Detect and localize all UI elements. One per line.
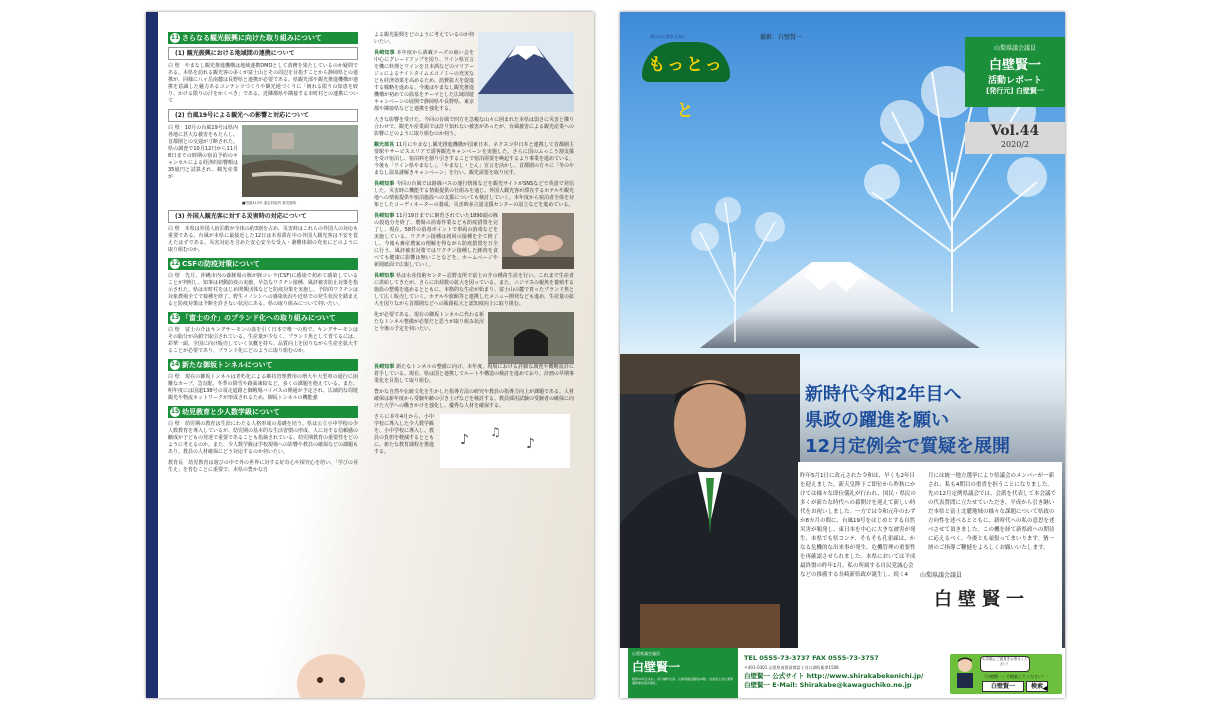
answer-speaker: 長崎知事 bbox=[374, 181, 395, 187]
subsection-heading: (3) 外国人観光客に対する災害時の対応について bbox=[168, 210, 358, 223]
profile-name: 白壁賢一 bbox=[632, 660, 681, 674]
answer-text: 新たなトンネルの整備に向け、本年度、現場における詳細な調査や概略設計に着手している。現在、県は国と連携してルートや構造の検討を進めており、計画の早期事業化を目指して取り組む。 bbox=[374, 364, 575, 384]
left-column bbox=[168, 32, 358, 478]
title-box-publisher: [発行元] 白壁賢一 bbox=[986, 87, 1044, 95]
headline-line-3: 12月定例会で質疑を展開 bbox=[805, 436, 1011, 457]
question-text: 白 壁 先月、沖縄市内の養豚場の豚が豚コレラ(CSF)に感染で初めて感染していることが判明し、知事は初動防疫の実施、早急なワクチン接種、風評被害防止対策を指示された。県は市町村をはじめ関係団体などと防疫対策を実施し、予防的ワクチンは対象農場全てで接種を終了。野生イノシシへの感染状況や近県での発生状況を踏まえると防疫対策は予断を許さない状況にある。県の取り組みについて伺いたい。 bbox=[168, 273, 358, 307]
email-link[interactable]: 白壁賢一 E-Mail: Shirakabe@kawaguchiko.ne.jp bbox=[744, 681, 912, 689]
title-box-role: 山梨県議会議員 bbox=[993, 45, 1036, 52]
section-title: 新たな御坂トンネルについて bbox=[182, 361, 273, 369]
question-text: 白 壁 幼児期の教育は生涯にわたる人格形成の基礎を培う。県は公立小中学校の少人数教育を導入しているが、幼児期の基本的な生活習慣の形成、人に対する信頼感の醸成が子どもの発達で重要であることも指摘されている。幼児期教育の重要性をどのように考えるのか。また、少人数学級は学校現場への影響や教員の確保などの課題もあり、教員の人材確保にどう対応するのか伺いたい。 bbox=[168, 421, 359, 455]
section-title: 「富士の介」のブランド化への取り組みについて bbox=[182, 314, 336, 322]
question-text: 白 壁 やまなし観光推進機構は地域連携DMOとして責務を果たしているのか疑問である。本県を訪れる観光客の多くが富士山とその周辺を目指すことから静岡県との連携が、同様に八ヶ岳南麓は長野県と連携が必要である。県観光部や観光推進機構が連携を意識した魅力あるコンテンツづくりや観光地づくりに「統れる限りの知恵を絞り、かける限りの汗をかくべき」である。近隣都県や隣接する市町村との連携について bbox=[168, 63, 359, 104]
subsection-heading: (2) 台風19号による観光への影響と対応について bbox=[168, 109, 358, 122]
motto-motto-logo: もっとっと bbox=[642, 42, 730, 82]
volume-date: 2020/2 bbox=[1000, 140, 1030, 149]
logo-subtitle: 明日の山梨を元気に bbox=[650, 34, 686, 39]
music-notes-illustration bbox=[440, 414, 570, 468]
section-heading bbox=[168, 406, 358, 418]
avatar-illustration bbox=[954, 656, 976, 688]
search-button[interactable]: 検索 bbox=[1026, 681, 1048, 692]
question-text: 白 壁 現在の御坂トンネルは老朽化による維持管理費用の増大や大型車の通行に困難なカーブ、急勾配、冬季の降雪や路面凍結など、多くの課題を抱えている。また、明年度には国道138号の須走道路と御殿場バイパスの開通が予定され、広域的な周遊観光や物流ネットワークが形成されるため、御坂トンネルの機能強 bbox=[168, 374, 358, 401]
question-text: 白 壁 本県は外国人宿泊数が全体の約3割を占め、災害時はこれらの外国人の対応も重要である。台風が本県に最接近した12日は本県滞在中の外国人観光客は不安を覚えたはずである。災害対応を含めた安心安全な受入・避難体制の充実にどのように取り組むのか。 bbox=[168, 226, 358, 253]
search-input[interactable]: 白壁賢一 bbox=[982, 681, 1024, 692]
right-page bbox=[620, 12, 1065, 698]
profile-box bbox=[628, 648, 738, 698]
pig-farm-photo bbox=[502, 213, 574, 269]
section-number: 15 bbox=[170, 408, 180, 415]
right-column bbox=[374, 32, 574, 468]
section-number: 13 bbox=[170, 314, 180, 321]
answer-text: 今回の台風では路線バスの運行情報などを観光サイトがSNSなどで英語で発信した。災害時に機能する情報提供の仕組みを通じ、外国人観光客が滞在するホテルや観光地への情報提供や宿泊施設への支援についても検討していく。本年度から宿泊者全体を対象としたコーディネーターの養成、災害時多言語支援センターの設立などを進めている。 bbox=[374, 181, 574, 208]
profile-bio: 昭和32年生まれ。河口湖町出身。山梨県議会議員(4期)。自由民主党山梨県連幹事長等を歴任。 bbox=[632, 677, 734, 685]
question-text: 白 壁 富士の介はキングサーモンの血を引く日本で唯一の魚で、キングサーモンはその脂分が高値で取引されている。生産量が少なく、ブランド魚として育てるには、彩華一頭、全国に向け販売していく気概を持ち、品質向上を図りながら生産を拡大することが必要であり、ブランド化にどのように取り組むのか。 bbox=[168, 327, 359, 354]
svg-text:♪: ♪ bbox=[526, 436, 535, 452]
section-title: 幼児教育と少人数学級について bbox=[182, 408, 280, 416]
section-title: CSFの防疫対策について bbox=[182, 260, 260, 268]
answer-text: 本年度から酒蔵ツーズの商い会を中心にグレードアップを図り、ワイン県宣言を機に料理とワインを日本酒などのマリアージュによるナイトタイムエコノミーの充実なども経済効果を高めるため、消費拡大を促進する戦略を進める。今後はやまなし観光推進機構が初めての温泉をテーマとした広域周遊キャンペーンの展開で静岡県や長野県、東京都や隣接県などと連携を強化する。 bbox=[374, 50, 475, 112]
title-box-name: 白壁賢一 bbox=[988, 58, 1041, 73]
volume-number: Vol.44 bbox=[990, 123, 1040, 139]
question-text: 大きな影響を受けた。今回の台風で四方を急峻な山々に囲まれた本県は弱さに災害と隣り合わせで、観光や産業面では計り知れない被害があったが、台風被害による観光産業への影響にどのように取り組むのか伺う。 bbox=[374, 117, 575, 137]
svg-text:♪: ♪ bbox=[460, 432, 469, 448]
section-heading bbox=[168, 312, 358, 324]
photo-caption: ■国道413号 道志村地内 被災箇所 bbox=[242, 201, 297, 205]
address: 〒401-0301 山梨県南都留郡富士河口湖町船津1508 bbox=[744, 665, 839, 670]
answer-speaker: 観光部長 bbox=[374, 142, 395, 148]
headline-line-2: 県政の躍進を願い bbox=[805, 410, 949, 431]
mount-fuji-illustration bbox=[478, 32, 574, 112]
title-box-activity: 活動レポート bbox=[987, 76, 1042, 86]
svg-text:♫: ♫ bbox=[490, 425, 501, 439]
answer-text: 豊かな自然や伝統文化を生かした指導方法の研究や教員の指導力向上が課題である。人材確保は新年度から受験年齢の引き上げなどを検討する。教員採用試験の受験者の確保に向けた大学への働きかけを強化し、優秀な人材を確保する。 bbox=[374, 389, 575, 409]
signature-label: 山梨県議会議員 bbox=[920, 572, 963, 579]
left-page bbox=[146, 12, 594, 698]
assembly-member-photo bbox=[620, 354, 800, 652]
section-heading bbox=[168, 359, 358, 371]
question-text: 化が必要である。現在の御坂トンネルに代わる新たなトンネル整備が必要だと思うが取り組み状況と今後の予定を伺いたい。 bbox=[374, 312, 484, 332]
greeting-text-col2: 月には統一地方選挙により県議会のメンバーが一新され、私も4期目の重責を担うことになりました。先の12月定例県議会では、会派を代表して本会議での代表質問に立たせていただき、平成から引き継いだ本県と富士北麓地域の様々な課題について県政の方向性を述べるとともに、新時代への私の意思を述べさせて頂きました。この機を経て新県政への期待に応えるべく、今後とも頑張ってまいります。猶一層のご指導ご鞭撻をよろしくお願いいたします。 bbox=[928, 473, 1057, 551]
left-page-spine bbox=[146, 12, 158, 698]
question-text: よる観光振興をどのように考えているのか伺いたい。 bbox=[374, 32, 475, 45]
answer-text: 11月19日までに飼育されていた1890頭の豚の殺処分を終了、農場の消毒作業なども防疫措置を完了し、現在、58件の消毒ポイントで車両の消毒などを実施している。ワクチン接種は初回の接種を全て終了し、今後も畜産農家の理解を得ながら防疫措置を万全に行う。風評被害対策ではワクチン接種した豚肉を食べても健康に影響は無いことなどを、ホームページや新聞紙面で広報していく。 bbox=[374, 213, 498, 268]
typhoon-damage-photo bbox=[242, 125, 358, 197]
answer-text: 県は水産技術センター忍野支所で富士の介の種苗生産を行い、これまで生産者に供給してきたが、さらに出荷数の拡大を図っている。また、ニジマスの親魚を養殖する施設の整備を進めるとともに、本格的な生産が始まり、富士山の麓で育ったブランド魚として広く販売していく。ホテルや旅館等と連携したメニュー開発なども進め、生産量の拡大を図りながら首都圏などへの販路拡大と認知度向上に取り組む。 bbox=[374, 273, 575, 307]
section-number: 14 bbox=[170, 361, 180, 368]
search-banner bbox=[950, 654, 1062, 694]
profile-role: 山梨県議会議員 bbox=[632, 651, 660, 656]
section-number: 12 bbox=[170, 260, 180, 267]
misaka-tunnel-photo bbox=[488, 312, 574, 364]
question-text: 白 壁 10月の台風19号は県内各地に甚大な被害をもたらし、首都圏との交通が寸断された。県の調査で10月12日から11月8日までの時期の宿泊予約のキャンセルによる経済的影響額は35億円と試算され、観光産業が bbox=[168, 125, 239, 180]
baby-photo bbox=[286, 644, 376, 698]
report-title-box bbox=[965, 37, 1065, 107]
frosted-tree-small bbox=[680, 192, 790, 342]
answer-speaker: 長崎知事 bbox=[374, 50, 395, 56]
cursor-icon bbox=[1042, 686, 1049, 692]
search-hint: 「白壁賢一」で検索してください！ bbox=[982, 674, 1046, 679]
photo-credit: 撮影：白壁賢一 bbox=[760, 34, 803, 41]
answer-text: 教育長 幼児教育は遊びの中で外の世界に対する好奇心や探究心を培い、「学びの芽生え」を育むことに重要で、本県の豊かな自 bbox=[168, 460, 358, 473]
footer bbox=[620, 648, 1065, 698]
section-number: 11 bbox=[170, 34, 180, 41]
answer-text: 11月にやまなし観光推進機構が国東日本、ネクスコ中日本と連携して首都圏主要駅やサービスエリアで誘客観光キャンペーンを実施した。さらに国のふっこう割支援を受け宿泊し、宿泊料を割り引きすることで宿泊需要を喚起するより事業を進めている。今後も「ワイン県やまなし」、「やまなし・とん」宣言を活かし、首都圏の方々に「冬のやまなし温泉謎解きキャンペーン」を行い、観光需要を取り戻す。 bbox=[374, 142, 575, 176]
website-link[interactable]: 白壁賢一 公式サイト http://www.shirakabekenichi.jp/ bbox=[744, 672, 924, 680]
volume-box bbox=[965, 122, 1065, 154]
section-title: さらなる観光振興に向けた取り組みについて bbox=[182, 34, 322, 42]
subsection-heading: (1) 観光振興における地域間の連携について bbox=[168, 47, 358, 60]
signature-area bbox=[920, 570, 1060, 611]
section-heading bbox=[168, 258, 358, 270]
speech-bubble: お気軽にご意見をお寄せください！ bbox=[980, 656, 1030, 672]
phone-fax: TEL 0555-73-3737 FAX 0555-73-3757 bbox=[744, 654, 879, 662]
headline-line-1: 新時代令和2年目へ bbox=[805, 384, 962, 405]
contact-info bbox=[744, 654, 923, 690]
answer-speaker: 長崎知事 bbox=[374, 213, 395, 219]
signature: 白壁賢一 bbox=[934, 589, 1030, 610]
answer-text: さらに本年4月から、小中学校に導入した少人数学級を、小中学校に導入し、教員の負担を軽減するとともに、新たな教育課程を推進する。 bbox=[374, 414, 435, 455]
section-heading bbox=[168, 32, 358, 44]
answer-speaker: 長崎知事 bbox=[374, 364, 395, 370]
headline bbox=[805, 382, 1010, 460]
answer-speaker: 長崎知事 bbox=[374, 273, 395, 279]
greeting-text-col1: 昨年5月1日に改元された令和は、早くも2年目を迎えました。新天皇陛下ご即位から昨秋にかけては様々な即位儀礼が行われ、国民・県民の多くが新たな時代への幕開けを迎えて新しい時代をお祝いしました。一方では令和元年のわずか8カ月の間に、台風19号をはじめとする自然災害が頻発し、東日本を中心に大きな被害が発生、本県でも県コンテ、そもそも孔雀廊は、かなる危機的な出来事が発生、危機管理の重要性を再確認させられました。本県においては平成最終盤の昨年1月、私の所属する自民党誠心会などの推薦する長崎新県政が誕生し、続く4 bbox=[800, 473, 916, 578]
